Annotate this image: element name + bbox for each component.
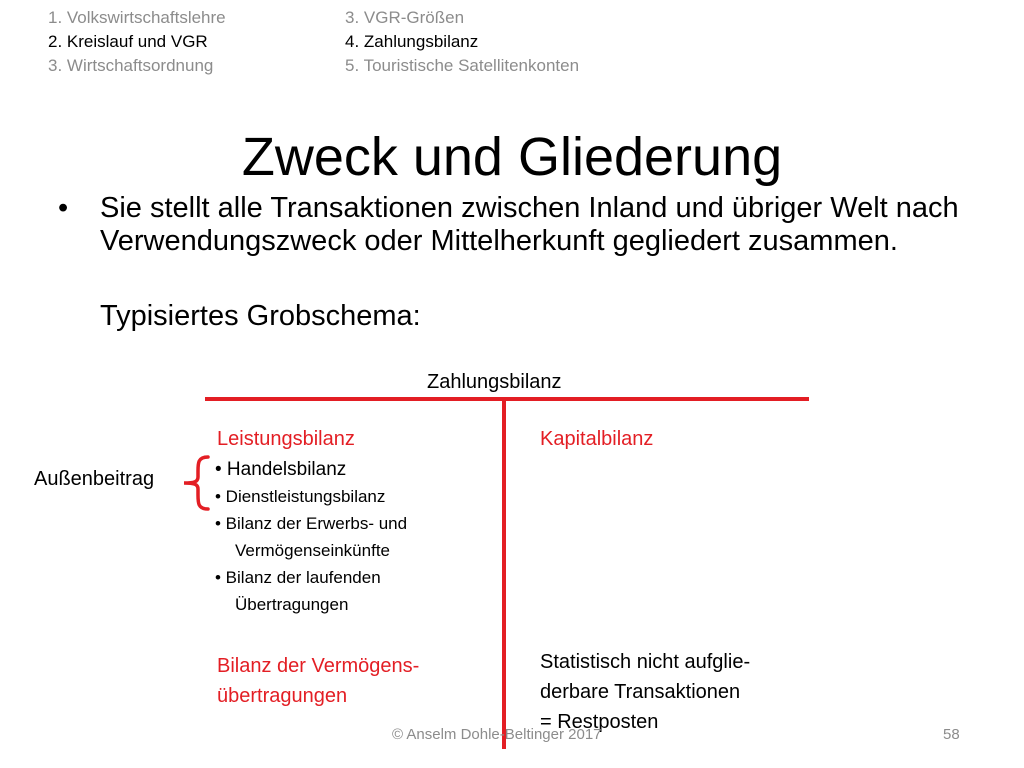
nav-item-satellitenkonten: 5. Touristische Satellitenkonten	[345, 56, 580, 75]
list-item: Vermögenseinkünfte	[235, 541, 390, 560]
nav-right	[345, 6, 579, 78]
nav-item-kreislauf-vgr: 2. Kreislauf und VGR	[48, 32, 208, 51]
list-item: Übertragungen	[235, 595, 349, 614]
footer-copyright: © Anselm Dohle-Beltinger 2017	[392, 726, 602, 743]
t-account-horizontal-bar	[205, 397, 809, 401]
restposten: Statistisch nicht aufglie- derbare Transaktionen = Restposten	[540, 651, 751, 733]
slide-title: Zweck und Gliederung	[241, 127, 783, 187]
leistungsbilanz-heading: Leistungsbilanz	[217, 428, 355, 450]
t-account-vertical-bar	[502, 401, 506, 749]
bullet-symbol: •	[58, 192, 69, 224]
list-item: • Handelsbilanz	[215, 459, 347, 480]
page-number: 58	[943, 726, 960, 743]
kapitalbilanz-heading: Kapitalbilanz	[540, 428, 654, 450]
nav-item-wirtschaftsordnung: 3. Wirtschaftsordnung	[48, 56, 214, 75]
bullet-text: Sie stellt alle Transaktionen zwischen Inland und übriger Welt nach Verwendungszweck oder Mittelherkunft gegliedert zusammen.	[100, 192, 959, 257]
brace-icon	[180, 455, 214, 511]
list-item: • Dienstleistungsbilanz	[215, 487, 386, 506]
nav-item-zahlungsbilanz: 4. Zahlungsbilanz	[345, 32, 479, 51]
schema-heading: Zahlungsbilanz	[427, 371, 562, 393]
nav-left	[48, 6, 226, 78]
list-item: • Bilanz der Erwerbs- und	[215, 514, 408, 533]
aussenbeitrag-label: Außenbeitrag	[34, 468, 155, 490]
vermoegensuebertragungen: Bilanz der Vermögens- übertragungen	[217, 655, 420, 707]
nav-item-vgr-groessen: 3. VGR-Größen	[345, 8, 465, 27]
nav-item-volkswirtschaftslehre: 1. Volkswirtschaftslehre	[48, 8, 226, 27]
bullet-subtext: Typisiertes Grobschema:	[100, 300, 421, 332]
list-item: • Bilanz der laufenden	[215, 568, 381, 587]
leistungsbilanz-items	[215, 456, 407, 618]
